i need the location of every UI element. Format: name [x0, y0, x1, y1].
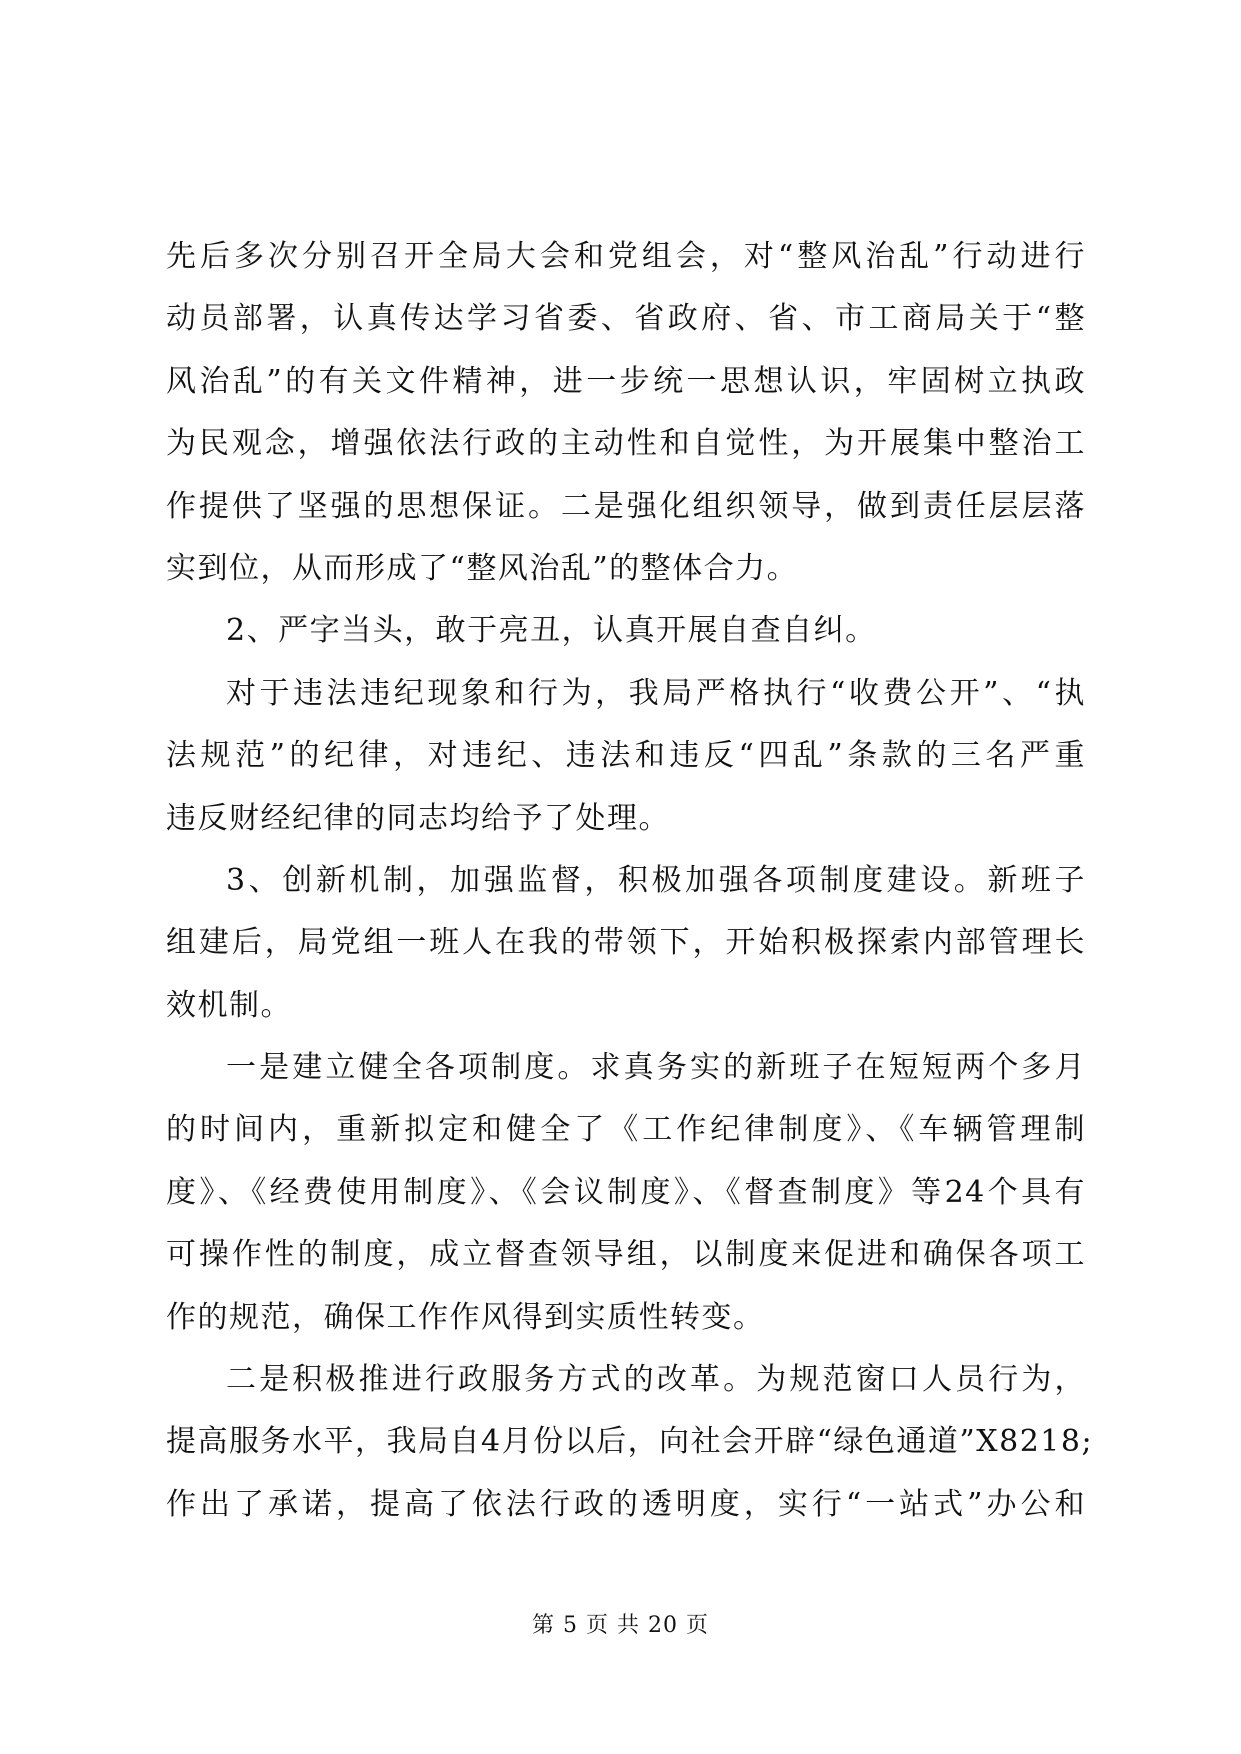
page-number-footer: 第 5 页 共 20 页 [532, 1613, 709, 1638]
document-body [166, 226, 1094, 1536]
text-line-2: 动员部署，认真传达学习省委、省政府、省、市工商局关于“整 [166, 301, 1086, 337]
text-line-16: 度》、《经费使用制度》、《会议制度》、《督查制度》等24个具有 [166, 1174, 1086, 1210]
text-line-5: 作提供了坚强的思想保证。二是强化组织领导，做到责任层层落 [166, 488, 1086, 524]
text-line-7: 2、严字当头，敢于亮丑，认真开展自查自纠。 [226, 613, 877, 649]
text-line-10: 违反财经纪律的同志均给予了处理。 [166, 800, 670, 836]
text-line-14: 一是建立健全各项制度。求真务实的新班子在短短两个多月 [226, 1050, 1086, 1086]
text-line-13: 效机制。 [166, 987, 292, 1023]
text-line-8: 对于违法违纪现象和行为，我局严格执行“收费公开”、“执 [226, 675, 1086, 711]
text-line-20: 提高服务水平，我局自4月份以后，向社会开辟“绿色通道”X8218; [166, 1424, 1094, 1460]
text-line-4: 为民观念，增强依法行政的主动性和自觉性，为开展集中整治工 [166, 426, 1086, 462]
text-line-6: 实到位，从而形成了“整风治乱”的整体合力。 [166, 550, 799, 586]
text-line-12: 组建后，局党组一班人在我的带领下，开始积极探索内部管理长 [166, 925, 1086, 961]
text-line-19: 二是积极推进行政服务方式的改革。为规范窗口人员行为， [226, 1362, 1086, 1398]
text-line-11: 3、创新机制，加强监督，积极加强各项制度建设。新班子 [226, 862, 1086, 898]
text-line-17: 可操作性的制度，成立督查领导组，以制度来促进和确保各项工 [166, 1237, 1086, 1273]
text-line-1: 先后多次分别召开全局大会和党组会，对“整风治乱”行动进行 [166, 239, 1086, 274]
text-line-21: 作出了承诺，提高了依法行政的透明度，实行“一站式”办公和 [166, 1486, 1086, 1522]
text-line-3: 风治乱”的有关文件精神，进一步统一思想认识，牢固树立执政 [166, 363, 1086, 399]
text-line-18: 作的规范，确保工作作风得到实质性转变。 [166, 1299, 765, 1335]
text-line-15: 的时间内，重新拟定和健全了《工作纪律制度》、《车辆管理制 [166, 1112, 1086, 1148]
text-line-9: 法规范”的纪律，对违纪、违法和违反“四乱”条款的三名严重 [166, 738, 1086, 774]
